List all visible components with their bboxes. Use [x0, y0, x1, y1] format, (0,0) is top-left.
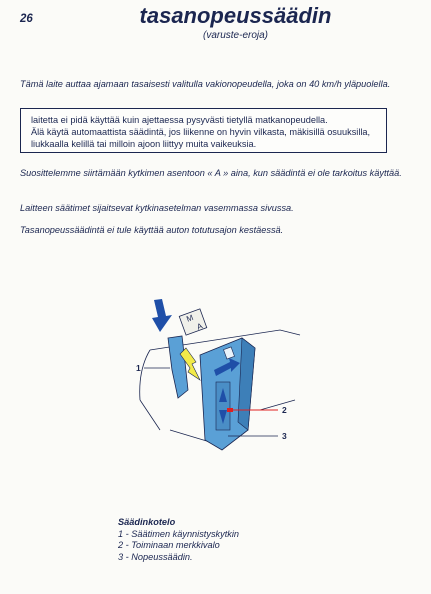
caption-title: Säädinkotelo — [118, 517, 176, 527]
intro-paragraph: Tämä laite auttaa ajamaan tasaisesti valitulla vakionopeudella, joka on 40 km/h yläpuolella. — [20, 79, 391, 89]
cruise-control-illustration — [130, 290, 310, 455]
caption-item-1: 1 - Säätimen käynnistyskytkin — [118, 528, 240, 539]
location-paragraph: Laitteen säätimet sijaitsevat kytkinasetelman vasemmassa sivussa. — [20, 203, 294, 213]
usage-paragraph: Tasanopeussäädintä ei tule käyttää auton totutusajon kestäessä. — [20, 225, 284, 235]
switch-letter-m: M — [185, 312, 195, 324]
caption-item-2: 2 - Toiminaan merkkivalo — [118, 540, 220, 550]
warning-line-2: Älä käytä automaattista säädintä, jos liikenne on hyvin vilkasta, mäkisillä osuuksilla, liukkaalla kelillä tai milloin ajoon liittyy muita vaikeuksia. — [31, 126, 371, 149]
switch-letter-a: A — [195, 321, 204, 332]
callout-label-3: 3 — [282, 431, 287, 441]
page-number: 26 — [20, 13, 33, 25]
page-title: tasanopeussäädin — [139, 3, 332, 28]
start-switch-lever — [168, 336, 188, 398]
figure-caption — [118, 517, 239, 563]
callout-label-2: 2 — [282, 405, 287, 415]
red-indicator-light — [227, 408, 233, 412]
recommend-paragraph: Suosittelemme siirtämään kytkimen asentoon « A » aina, kun säädintä ei ole tarkoitus käyttää. — [20, 168, 402, 178]
warning-line-1: laitetta ei pidä käyttää kuin ajettaessa pysyvästi tietyllä matkanopeudella. — [31, 115, 328, 125]
warning-box — [20, 108, 387, 153]
callout-label-1: 1 — [136, 363, 141, 373]
page-subtitle: (varuste-eroja) — [202, 30, 269, 41]
caption-item-3: 3 - Nopeussäädin. — [118, 551, 193, 562]
ma-switch-icon — [179, 309, 207, 335]
up-arrow-icon — [152, 299, 172, 332]
